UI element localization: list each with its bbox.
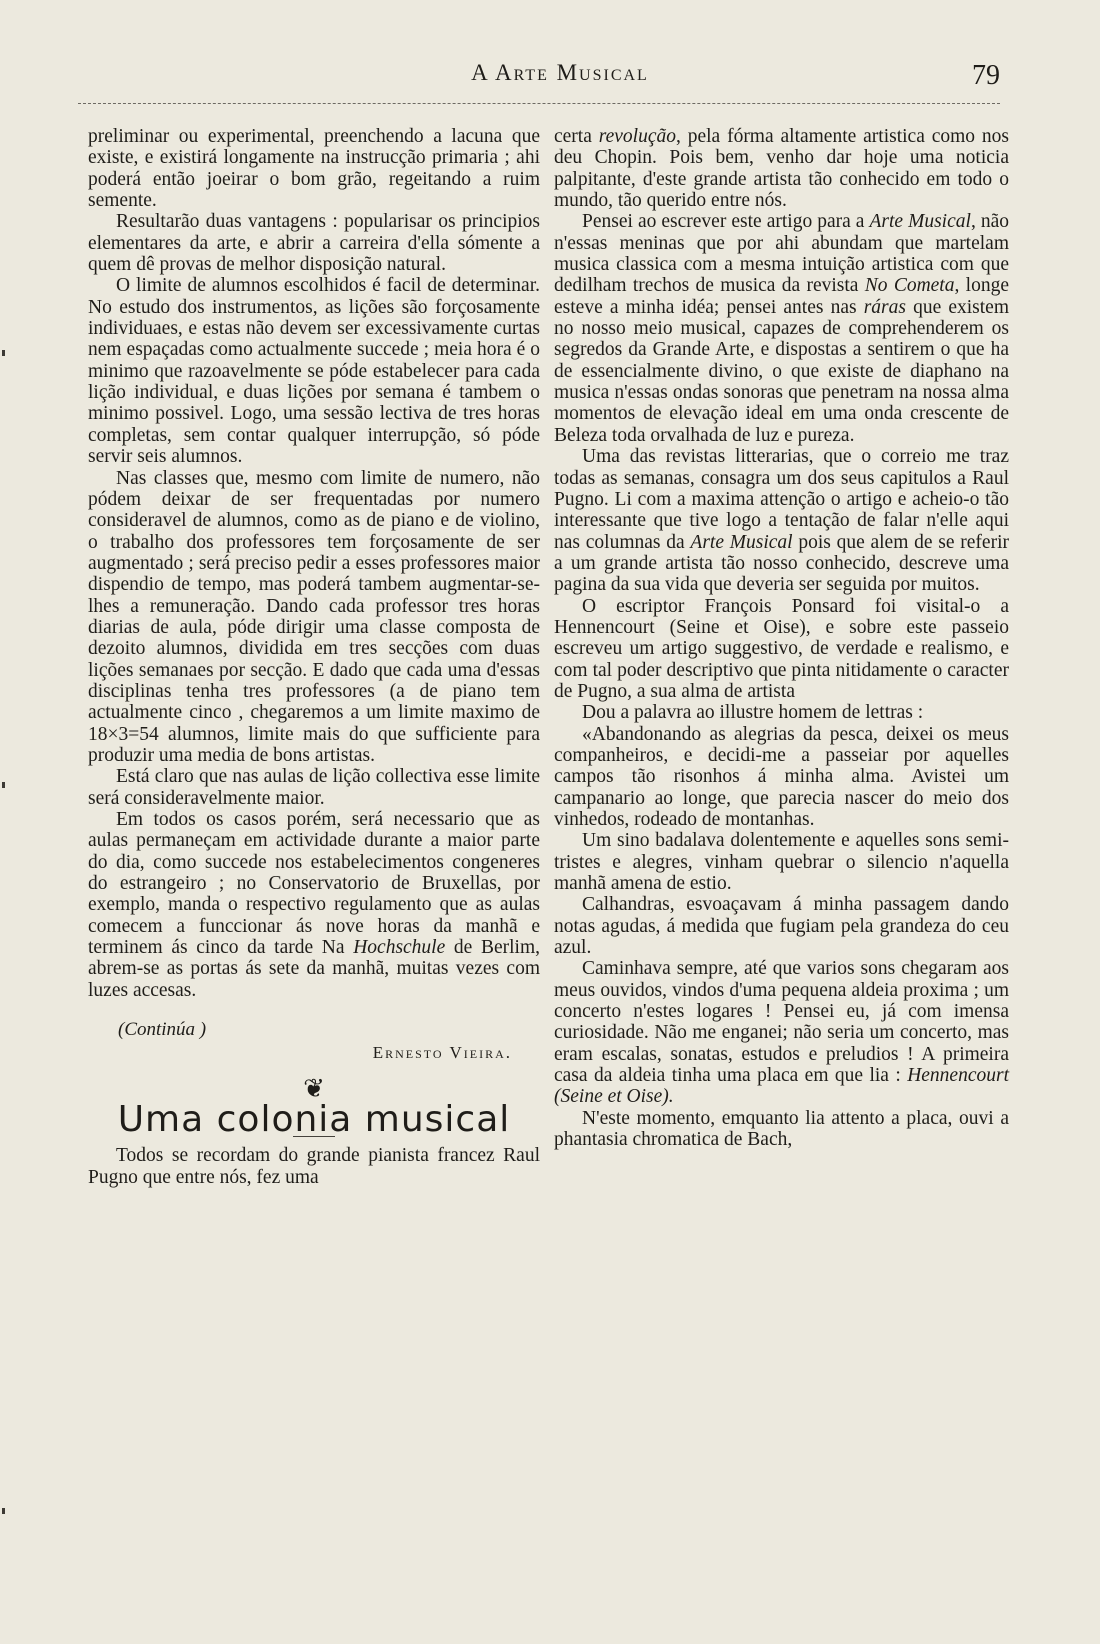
paragraph: preliminar ou experimental, preenchendo a lacuna que existe, e existirá longamente na instrucção primaria ; ahi poderá então joeirar o bom grão, regeitando a ruim semente. [88,126,540,212]
paragraph: Calhandras, esvoaçavam á minha passagem dando notas agudas, á medida que fugiam pela grandeza do ceu azul. [554,894,1009,959]
paragraph: Em todos os casos porém, será necessario que as aulas permaneçam em actividade durante a maior parte do dia, como succede nos estabelecimentos congeneres do estrangeiro ; no Conservatorio de Bruxellas, por exemplo, manda o respectivo regulamento que as aulas comecem a funccionar ás nove horas da manhã e terminem ás cinco da tarde Na Hochschule de Berlim, abrem-se as portas ás sete da manhã, muitas vezes com luzes accesas. [88,809,540,1001]
header-rule [78,103,1000,104]
paragraph: O escriptor François Ponsard foi visital-o a Hennencourt (Seine et Oise), e sobre este passeio escreveu um artigo suggestivo, de verdade e realismo, e com tal poder descriptivo que pinta nitidamente o caracter de Pugno, a sua alma de artista [554,595,1009,702]
paragraph: Dou a palavra ao illustre homem de lettras : [582,702,924,724]
paragraph: certa revolução, pela fórma altamente artistica como nos deu Chopin. Pois bem, venho dar hoje uma noticia palpitante, d'este grande artista tão conhecido em todo o mundo, tão querido entre nós. [554,126,1009,212]
ornament-icon: ❦ [303,1073,325,1103]
paragraph: Pensei ao escrever este artigo para a Arte Musical, não n'essas meninas que por ahi abundam que martelam musica classica com a mesma intuição artistica com que dedilham trechos de musica da revista No Cometa, longe esteve a minha idéa; pensei antes nas ráras que existem no nosso meio musical, capazes de comprehenderem os segredos da Grande Arte, e dispostas a sentirem o que ha de essencialmente divino, o que existe de diaphano na musica n'essas ondas sonoras que penetram na nossa alma momentos de elevação ideal em uma onda crescente de Beleza toda orvalhada de luz e pureza. [554,211,1010,446]
paragraph: Nas classes que, mesmo com limite de numero, não pódem deixar de ser frequentadas por numero consideravel de alumnos, como as de piano e de violino, o trabalho dos professores tem forçosamente de ser augmentado ; será preciso pedir a esses professores maior dispendio de tempo, mas poderá tambem augmentar-se-lhes a remuneração. Dando cada professor tres horas diarias de aula, póde dirigir uma classe composta de dezoito alumnos, dividida em tres secções com duas lições semanaes por secção. E dado que cada uma d'essas disciplinas tenha tres professores (a de piano tem actualmente cinco , chegaremos a um limite maximo de 18×3=54 alumnos, limite mais do que sufficiente para produzir uma media de bons artistas. [88,467,540,766]
paragraph: Resultarão duas vantagens : popularisar os principios elementares da arte, e abrir a carreira d'ella sómente a quem dê provas de melhor disposição natural. [88,211,540,276]
margin-mark [2,782,5,788]
right-column-text [554,126,1009,1151]
section-text [88,1145,540,1188]
paragraph: O limite de alumnos escolhidos é facil de determinar. No estudo dos instrumentos, as lições são forçosamente individuaes, e estas não devem ser excessivamente curtas nem espaçadas como actualmente succede ; meia hora é o minimo que razoavelmente se póde estabelecer para cada lição individual, e duas lições por semana é tambem o minimo possivel. Logo, uma sessão lectiva de tres horas completas, sem contar qualquer interrupção, só póde servir seis alumnos. [88,275,540,468]
running-title: A Arte Musical [471,60,649,85]
margin-mark [2,1508,5,1514]
paragraph: Um sino badalava dolentemente e aquelles sons semi-tristes e alegres, vinham quebrar o silencio n'aquella manhã amena de estio. [554,830,1009,895]
page-number: 79 [972,60,1000,91]
paragraph: Uma das revistas litterarias, que o correio me traz todas as semanas, consagra um dos seus capitulos a Raul Pugno. Li com a maxima attenção o artigo e acheio-o tão interessante que tive logo a tentação de falar n'elle aqui nas columnas da Arte Musical pois que alem de se referir a um grande artista tão nosso conhecido, descreve uma pagina da sua vida que deveria ser seguida por muitos. [554,446,1009,596]
paragraph: N'este momento, emquanto lia attento a placa, ouvi a phantasia chromatica de Bach, [554,1107,1009,1151]
paragraph: Está claro que nas aulas de lição collectiva esse limite será consideravelmente maior. [88,766,540,809]
continua-note: (Continúa ) [118,1019,207,1041]
paragraph: «Abandonando as alegrias da pesca, deixei os meus companheiros, e decidi-me a passeiar por aquelles campos tão risonhos á minha alma. Avistei um campanario ao longe, que parecia nascer do meio dos vinhedos, rodeado de montanhas. [554,723,1009,830]
author-signature: Ernesto Vieira. [372,1043,512,1063]
section-title: Uma colonia musical [117,1099,511,1141]
left-column-text [88,126,540,1001]
right-column [554,126,1009,1151]
left-column [88,126,540,1188]
paragraph: Caminhava sempre, até que varios sons chegaram aos meus ouvidos, vindos d'uma pequena aldeia proxima ; um concerto n'estes logares ! Pensei eu, já com imensa curiosidade. Não me enganei; não seria um concerto, mas eram escalas, sonatas, estudos e preludios ! A primeira casa da aldeia tinha uma placa em que lia : Hennencourt (Seine et Oise). [554,958,1009,1108]
running-head [120,58,1000,94]
margin-mark [2,350,5,356]
paragraph: Todos se recordam do grande pianista francez Raul Pugno que entre nós, fez uma [88,1145,540,1188]
